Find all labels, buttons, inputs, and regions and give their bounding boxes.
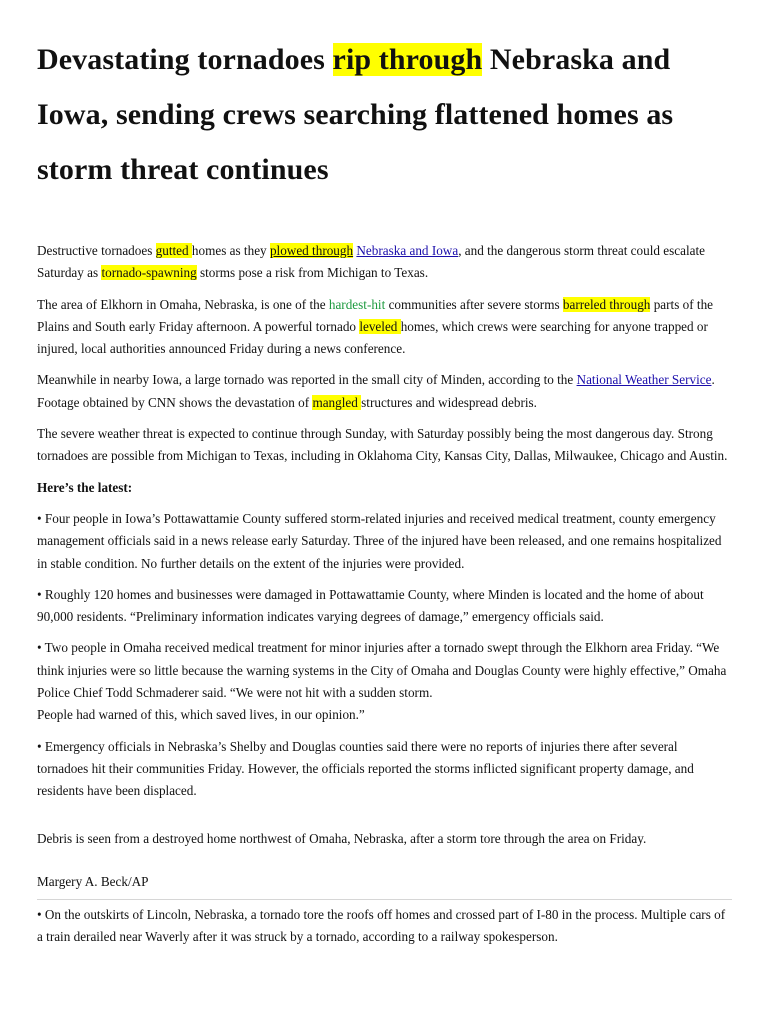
article-body [37, 240, 732, 949]
photo-credit: Margery A. Beck/AP [37, 873, 149, 889]
highlight-gutted: gutted [155, 243, 192, 258]
headline-text-1: Devastating tornadoes [37, 43, 333, 76]
green-hardest-hit: hardest-hit [328, 296, 386, 312]
p3-text: . Footage obtained by CNN shows the devastation of [37, 372, 715, 410]
highlight-mangled: mangled [312, 394, 362, 410]
paragraph-minden [37, 369, 732, 414]
article-headline [37, 0, 732, 197]
paragraph-threat: The severe weather threat is expected to continue through Sunday, with Saturday possibly being the most dangerous day. Strong tornadoes are possible from Michigan to Texas, including in Oklahoma City, Kansas City, Dallas, Milwaukee, Chicago and Austin. [37, 426, 728, 464]
headline-text-2: Nebraska and Iowa, sending crews searching flattened homes as storm threat continues [37, 43, 674, 186]
highlight-barreled-through: barreled through [562, 296, 651, 312]
latest-heading: Here’s the latest: [37, 479, 133, 495]
divider [37, 899, 732, 900]
b3-line-1: • Two people in Omaha received medical treatment for minor injuries after a tornado swept through the Elkhorn area Friday. “We think injuries were so little because the warning systems in the City of Omaha and Douglas County were highly effective,” Omaha Police Chief Todd Schmaderer said. “We were not hit with a sudden storm. [37, 640, 727, 701]
highlight-plowed-through: plowed through [269, 243, 354, 258]
photo-caption: Debris is seen from a destroyed home northwest of Omaha, Nebraska, after a storm tore through the area on Friday. [37, 830, 647, 846]
p2-text: The area of Elkhorn in Omaha, Nebraska, is one of the [37, 296, 329, 312]
p2-text: parts of the Plains and South early Friday afternoon. A powerful tornado [37, 296, 714, 334]
p1-text: Destructive tornadoes [37, 243, 156, 258]
bullet-pottawattamie-injuries: • Four people in Iowa’s Pottawattamie County suffered storm-related injuries and received medical treatment, county emergency management officials said in a news release early Saturday. Three of the injured have been released, and one remains hospitalized in stable condition. No further details on the extent of the injuries were provided. [37, 510, 722, 571]
highlight-tornado-spawning: tornado-spawning [101, 265, 197, 281]
bullet-homes-damaged: • Roughly 120 homes and businesses were damaged in Pottawattamie County, where Minden is located and the home of about 90,000 residents. “Preliminary information indicates varying degrees of damage,” emergency officials said. [37, 586, 704, 625]
p2-text: communities after severe storms [385, 296, 563, 312]
headline-highlight: rip through [332, 43, 483, 76]
p3-text: Meanwhile in nearby Iowa, a large tornado was reported in the small city of Minden, according to the [37, 372, 577, 388]
bullet-lincoln: • On the outskirts of Lincoln, Nebraska, a tornado tore the roofs off homes and crossed part of I-80 in the process. Multiple cars of a train derailed near Waverly after it was struck by a tornado, according to a railway spokesperson. [37, 907, 726, 945]
link-nebraska-and-iowa[interactable]: Nebraska and Iowa [356, 243, 459, 258]
p3-text: structures and widespread debris. [361, 394, 537, 410]
link-national-weather-service[interactable]: National Weather Service [576, 372, 712, 388]
bullet-shelby-douglas: • Emergency officials in Nebraska’s Shelby and Douglas counties said there were no reports of injuries there after several tornadoes hit their communities Friday. However, the officials reported the storms inflicted significant property damage, and residents have been displaced. [37, 738, 694, 799]
b3-line-2: People had warned of this, which saved lives, in our opinion.” [37, 707, 365, 723]
p2-text: homes, which crews were searching for anyone trapped or injured, local authorities announced Friday during a news conference. [37, 318, 708, 357]
p1-text: , and the dangerous storm threat could escalate Saturday as [37, 243, 705, 281]
p1-text: homes as they [191, 243, 270, 258]
bullet-omaha-treatment [37, 637, 732, 726]
paragraph-elkhorn [37, 294, 732, 361]
paragraph-intro [37, 240, 732, 285]
p1-text: storms pose a risk from Michigan to Texas. [196, 265, 429, 281]
highlight-leveled: leveled [359, 318, 401, 334]
